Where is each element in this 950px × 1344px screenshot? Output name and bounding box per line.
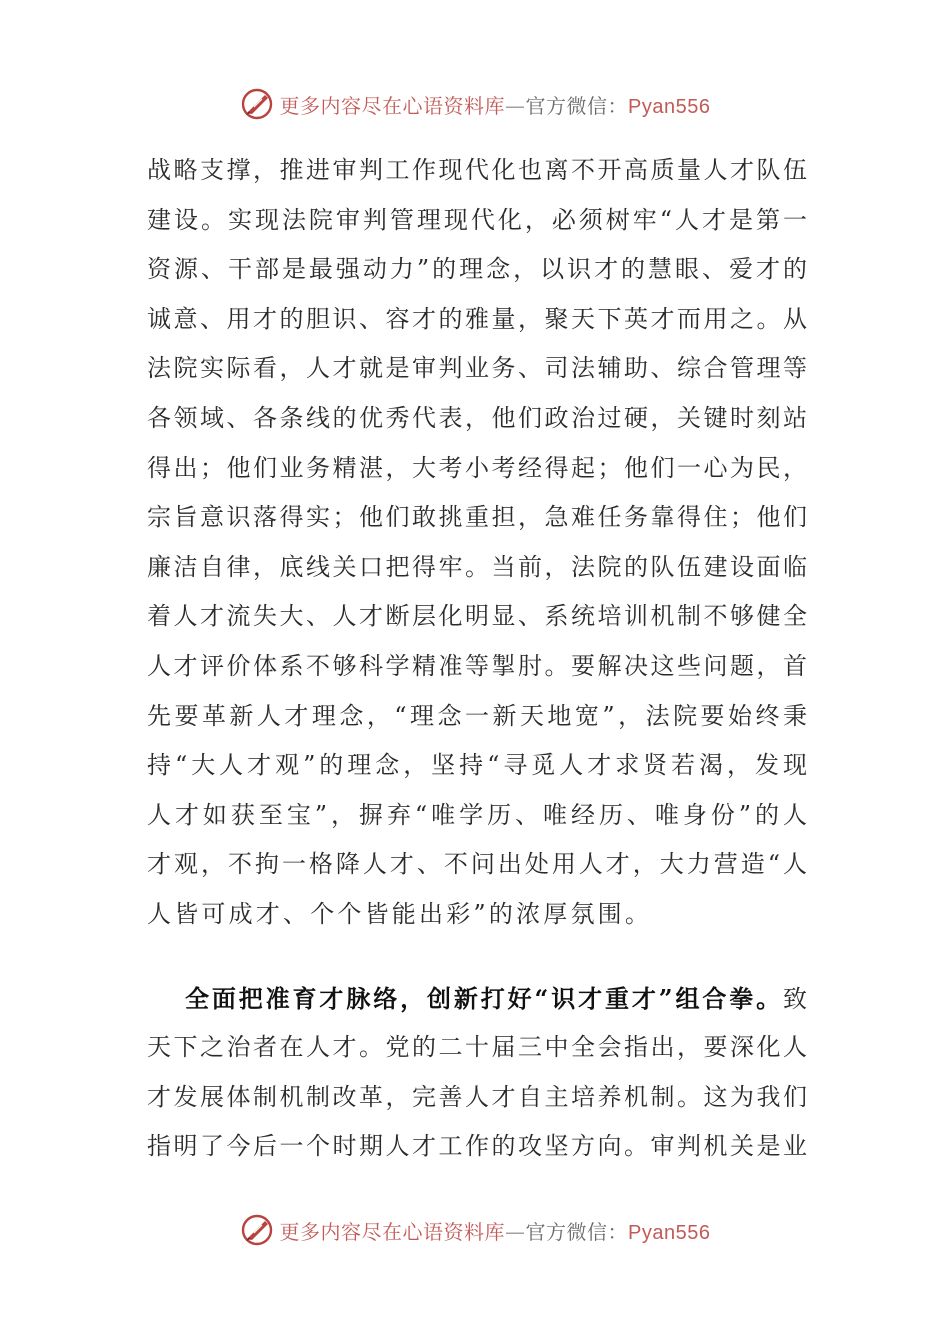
text-line: 宗旨意识落得实；他们敢挑重担，急难任务靠得住；他们 (147, 503, 807, 532)
paragraph-gap (147, 940, 807, 974)
banner-separator: — (505, 93, 526, 118)
text-line: 建设。实现法院审判管理现代化，必须树牢“人才是第一 (147, 205, 807, 234)
banner-text (280, 90, 711, 119)
banner-separator: — (505, 1219, 526, 1244)
footer-banner (0, 1210, 950, 1250)
text-line: 持“大人才观”的理念，坚持“寻觅人才求贤若渴，发现 (147, 751, 807, 780)
banner-wechat-label: 官方微信： (525, 1219, 629, 1244)
banner-wechat-id: Pyan556 (628, 1221, 711, 1244)
text-line: 人才评价体系不够科学精准等掣肘。要解决这些问题，首 (147, 651, 807, 680)
paragraph-1 (147, 146, 807, 940)
quill-pen-logo-icon (240, 87, 274, 121)
banner-main-text: 更多内容尽在心语资料库 (279, 1219, 506, 1244)
banner-main-text: 更多内容尽在心语资料库 (279, 93, 506, 118)
text-line: 战略支撑，推进审判工作现代化也离不开高质量人才队伍 (147, 156, 807, 184)
text-line: 才观，不拘一格降人才、不问出处用人才，大力营造“人 (147, 850, 807, 879)
banner-wechat-label: 官方微信： (525, 93, 629, 118)
banner-wechat-id: Pyan556 (628, 95, 711, 118)
text-line: 诚意、用才的胆识、容才的雅量，聚天下英才而用之。从 (147, 304, 807, 333)
text-line: 指明了今后一个时期人才工作的攻坚方向。审判机关是业 (147, 1132, 807, 1161)
text-line-first (147, 974, 807, 1024)
header-banner (0, 84, 950, 124)
quill-pen-logo-icon (240, 1213, 274, 1247)
text-line: 天下之治者在人才。党的二十届三中全会指出，要深化人 (147, 1033, 807, 1062)
article-body (147, 146, 807, 1172)
text-line: 才发展体制机制改革，完善人才自主培养机制。这为我们 (147, 1082, 807, 1111)
text-line: 得出；他们业务精湛，大考小考经得起；他们一心为民， (147, 453, 807, 482)
text-line: 法院实际看，人才就是审判业务、司法辅助、综合管理等 (147, 354, 807, 383)
banner-text (280, 1216, 711, 1245)
heading-tail-text: 致 (783, 984, 807, 1013)
text-line: 先要革新人才理念，“理念一新天地宽”，法院要始终秉 (147, 701, 807, 730)
text-line: 廉洁自律，底线关口把得牢。当前，法院的队伍建设面临 (147, 552, 807, 581)
paragraph-heading: 全面把准育才脉络，创新打好“识才重才”组合拳。 (185, 983, 783, 1013)
paragraph-2 (147, 974, 807, 1172)
text-line: 各领域、各条线的优秀代表，他们政治过硬，关键时刻站 (147, 403, 807, 432)
text-line: 人才如获至宝”，摒弃“唯学历、唯经历、唯身份”的人 (147, 800, 807, 829)
text-line: 人皆可成才、个个皆能出彩”的浓厚氛围。 (147, 899, 653, 928)
text-line: 资源、干部是最强动力”的理念，以识才的慧眼、爱才的 (147, 255, 807, 284)
text-line: 着人才流失大、人才断层化明显、系统培训机制不够健全 (147, 602, 807, 631)
